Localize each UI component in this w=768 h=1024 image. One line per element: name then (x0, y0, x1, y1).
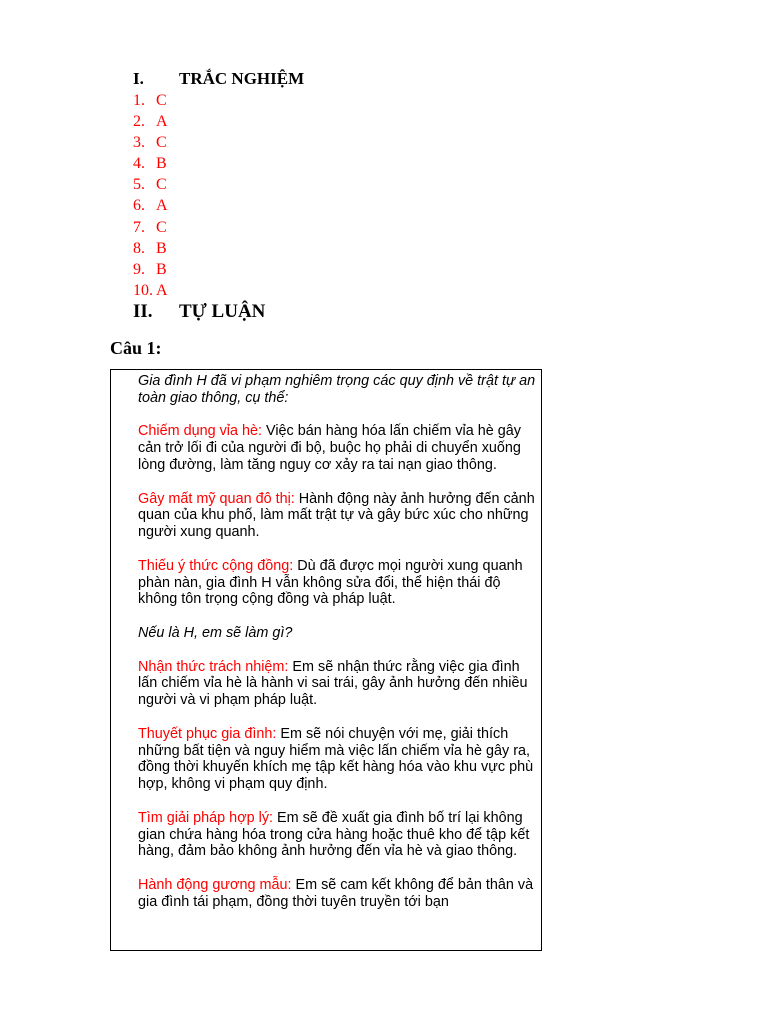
section-1-heading (133, 68, 304, 90)
answer-choice: C (156, 92, 167, 109)
answer-choice: B (156, 239, 167, 257)
violation-paragraph (138, 491, 540, 541)
violation-text: Dù đã được mọi người xung quanh phàn nàn, gia đình H vẫn không sửa đổi, thể hiện thái độ không tôn trọng cộng đồng và pháp luật. (138, 557, 523, 608)
answer-number: 9. (133, 260, 145, 278)
violation-text: Hành động này ảnh hưởng đến cảnh quan của khu phố, làm mất trật tự và gây bức xúc cho những người xung quanh. (138, 490, 535, 541)
violation-paragraph (138, 423, 540, 473)
action-paragraph (138, 810, 540, 860)
answer-number: 1. (133, 92, 145, 109)
violation-paragraph (138, 558, 540, 608)
answer-choice: B (156, 155, 167, 173)
section-2-heading (133, 300, 265, 324)
action-heading: Tìm giải pháp hợp lý: (138, 809, 274, 826)
list-item (133, 280, 168, 301)
violation-heading: Gây mất mỹ quan đô thị: (138, 490, 295, 507)
answer-number: 5. (133, 176, 145, 194)
list-item (133, 111, 168, 132)
action-heading: Thuyết phục gia đình: (138, 725, 277, 742)
answer-number: 2. (133, 113, 145, 131)
action-heading: Hành động gương mẫu: (138, 876, 292, 893)
list-item (133, 195, 168, 216)
answer-choice: A (156, 197, 168, 215)
violation-heading: Chiếm dụng vỉa hè: (138, 423, 262, 440)
list-item (133, 90, 168, 111)
answer-choice: A (156, 113, 168, 131)
action-paragraph (138, 726, 540, 793)
action-text: Em sẽ nói chuyện với mẹ, giải thích những bất tiện và nguy hiểm mà việc lấn chiếm vỉa hè gây ra, đồng thời khuyến khích mẹ tập kết hàng hóa vào khu vực phù hợp, không vi phạm quy định. (138, 725, 534, 793)
list-item (133, 174, 168, 195)
action-text: Em sẽ đề xuất gia đình bố trí lại không gian chứa hàng hóa trong cửa hàng hoặc thuê kho để tập kết hàng, đảm bảo không ảnh hưởng đến vỉa hè và giao thông. (138, 809, 530, 860)
list-item (133, 259, 168, 280)
section-1-title: TRẮC NGHIỆM (179, 69, 305, 88)
answer-choice: C (156, 176, 167, 194)
answer-number: 3. (133, 134, 145, 152)
intro-paragraph: Gia đình H đã vi phạm nghiêm trọng các quy định về trật tự an toàn giao thông, cụ thể: (138, 373, 536, 406)
answer-number: 10. (133, 281, 153, 299)
answer-number: 7. (133, 218, 145, 236)
answer-choice: C (156, 134, 167, 152)
list-item (133, 153, 168, 174)
question-heading: Câu 1: (110, 338, 162, 358)
answer-choice: A (156, 281, 168, 299)
action-text: Em sẽ cam kết không để bản thân và gia đình tái phạm, đồng thời tuyên truyền tới bạn (138, 876, 534, 910)
answer-choice: B (156, 260, 167, 278)
list-item (133, 238, 168, 259)
sub-question: Nếu là H, em sẽ làm gì? (138, 624, 293, 641)
action-paragraph (138, 659, 540, 709)
essay-answer-box (110, 369, 542, 951)
section-2-number: II. (133, 301, 153, 322)
answer-choice: C (156, 218, 167, 236)
violation-text: Việc bán hàng hóa lấn chiếm vỉa hè gây cản trở lối đi của người đi bộ, buộc họ phải di chuyển xuống lòng đường, làm tăng nguy cơ xảy ra tai nạn giao thông. (138, 423, 521, 473)
list-item (133, 132, 168, 153)
multiple-choice-answer-list (133, 90, 168, 301)
answer-number: 6. (133, 197, 145, 215)
action-heading: Nhận thức trách nhiệm: (138, 658, 289, 675)
action-paragraph (138, 877, 540, 911)
violation-heading: Thiếu ý thức cộng đồng: (138, 557, 294, 574)
action-text: Em sẽ nhận thức rằng việc gia đình lấn chiếm vỉa hè là hành vi sai trái, gây ảnh hưởng đến nhiều người và vi phạm pháp luật. (138, 658, 528, 709)
section-1-number: I. (133, 69, 144, 88)
answer-number: 8. (133, 239, 145, 257)
section-2-title: TỰ LUẬN (179, 301, 266, 322)
list-item (133, 217, 168, 238)
answer-number: 4. (133, 155, 145, 173)
essay-answer-content (138, 373, 540, 927)
